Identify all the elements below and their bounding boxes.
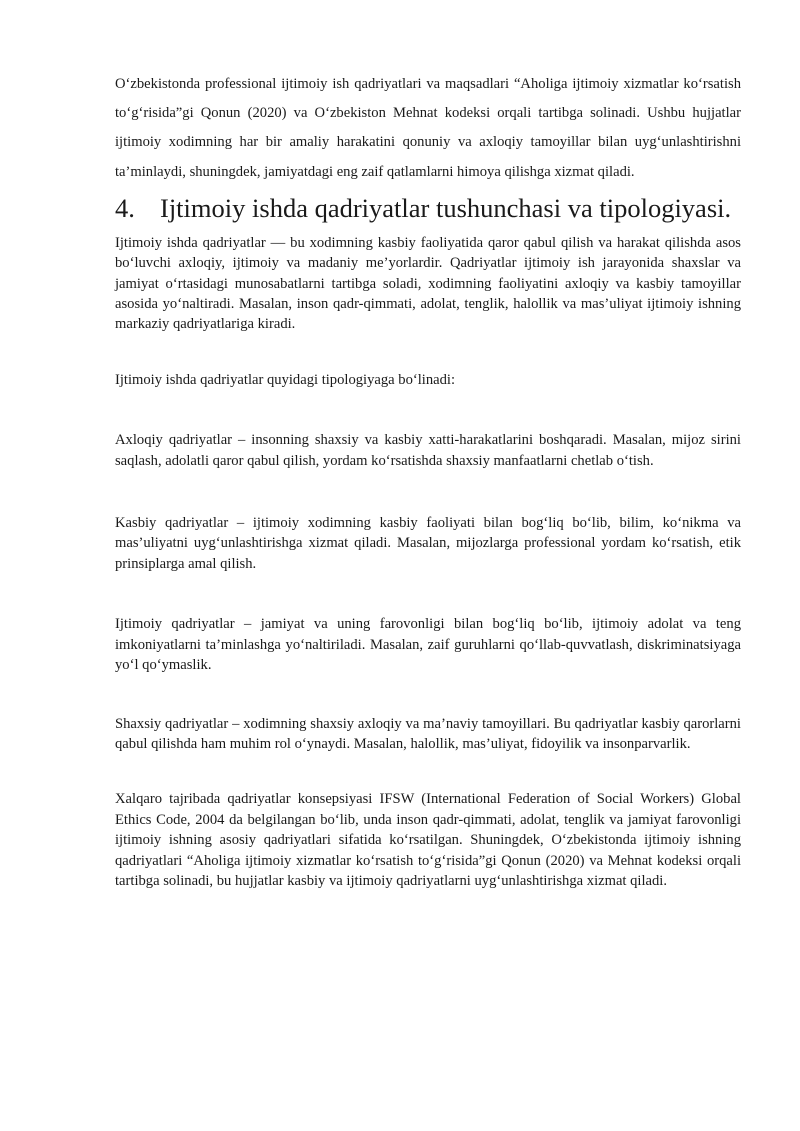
section-number: 4.: [115, 192, 135, 223]
professional-values-paragraph: Kasbiy qadriyatlar – ijtimoiy xodimning kasbiy faoliyati bilan bog‘liq bo‘lib, bilim, ko‘nikma va mas’uliyatni uyg‘unlashtirishga xizmat qiladi. Masalan, mijozlarga professional yordam ko‘rsatish, etik prinsiplarga amal qilish.: [115, 515, 741, 572]
personal-values-paragraph: Shaxsiy qadriyatlar – xodimning shaxsiy axloqiy va ma’naviy tamoyillari. Bu qadriyatlar kasbiy qarorlarni qabul qilishda ham muhim rol o‘ynaydi. Masalan, halollik, mas’uliyat, fidoyilik va insonparvarlik.: [115, 715, 741, 752]
social-values-paragraph: Ijtimoiy qadriyatlar – jamiyat va uning farovonligi bilan bog‘liq bo‘lib, ijtimoiy adolat va teng imkoniyatlarni ta’minlashga yo‘naltiriladi. Masalan, zaif guruhlarni qo‘llab-quvvatlash, diskriminatsiyaga yo‘l qo‘ymaslik.: [115, 616, 741, 674]
definition-paragraph: Ijtimoiy ishda qadriyatlar — bu xodimning kasbiy faoliyatida qaror qabul qilish va harakat qilishda asos bo‘luvchi axloqiy, ijtimoiy va madaniy me’yorlardir. Qadriyatlar ijtimoiy ish jarayonida shaxslar va jamiyat o‘rtasidagi munosabatlarni tartibga soladi, xodimning faoliyatini axloqiy va kasbiy tamoyillar asosida yo‘naltiradi. Masalan, inson qadr-qimmati, adolat, tenglik, halollik va mas’uliyat ijtimoiy ishning markaziy qadriyatlariga kiradi.: [115, 234, 741, 333]
intro-paragraph: O‘zbekistonda professional ijtimoiy ish qadriyatlari va maqsadlari “Aholiga ijtimoiy xizmatlar ko‘rsatish to‘g‘risida”gi Qonun (2020) va O‘zbekiston Mehnat kodeksi orqali tartibga solinadi. Ushbu hujjatlar ijtimoiy xodimning har bir amaliy harakatini qonuniy va axloqiy tamoyillar bilan uyg‘unlashtirishni ta’minlaydi, shuningdek, jamiyatdagi eng zaif qatlamlarni himoya qilishga xizmat qiladi.: [115, 76, 741, 180]
document-page: [115, 70, 741, 891]
section-heading: [115, 191, 741, 225]
typology-intro-paragraph: Ijtimoiy ishda qadriyatlar quyidagi tipologiyaga bo‘linadi:: [115, 371, 456, 388]
ethical-values-paragraph: Axloqiy qadriyatlar – insonning shaxsiy va kasbiy xatti-harakatlarini boshqaradi. Masalan, mijoz sirini saqlash, adolatli qaror qabul qilish, yordam ko‘rsatishda shaxsiy manfaatlarni chetlab o‘tish.: [115, 432, 741, 469]
section-title: Ijtimoiy ishda qadriyatlar tushunchasi va tipologiyasi.: [160, 192, 732, 223]
international-experience-paragraph: Xalqaro tajribada qadriyatlar konsepsiyasi IFSW (International Federation of Social Workers) Global Ethics Code, 2004 da belgilangan bo‘lib, unda inson qadr-qimmati, adolat, tenglik va jamiyat farovonligi ijtimoiy ishning asosiy qadriyatlari sifatida ko‘rsatilgan. Shuningdek, O‘zbekistonda ijtimoiy ishning qadriyatlari “Aholiga ijtimoiy xizmatlar ko‘rsatish to‘g‘risida”gi Qonun (2020) va Mehnat kodeksi orqali tartibga solinadi, bu hujjatlar kasbiy va ijtimoiy qadriyatlarni uyg‘unlashtirishga xizmat qiladi.: [115, 791, 741, 889]
